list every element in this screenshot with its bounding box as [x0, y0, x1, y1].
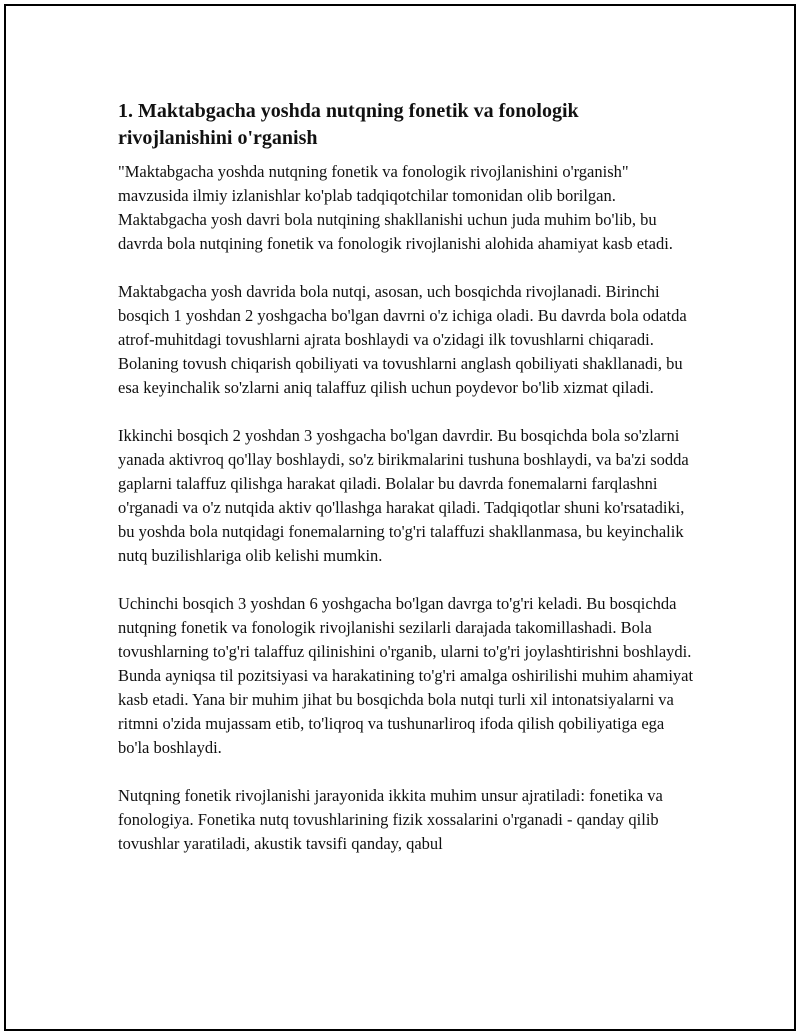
paragraph-intro: "Maktabgacha yoshda nutqning fonetik va fonologik rivojlanishini o'rganish" mavzusida ilmiy izlanishlar ko'plab tadqiqotchilar tomonidan olib borilgan. Maktabgacha yosh davri bola nutqining shakllanishi uchun juda muhim bo'lib, bu davrda bola nutqining fonetik va fonologik rivojlanishi alohida ahamiyat kasb etadi. [118, 162, 673, 253]
paragraph-phonetics-phonology: Nutqning fonetik rivojlanishi jarayonida ikkita muhim unsur ajratiladi: fonetika va fonologiya. Fonetika nutq tovushlarining fizik xossalarini o'rganadi - qanday qilib tovushlar yaratiladi, akustik tavsifi qanday, qabul [118, 786, 663, 853]
paragraph-stage-two: Ikkinchi bosqich 2 yoshdan 3 yoshgacha bo'lgan davrdir. Bu bosqichda bola so'zlarni yanada aktivroq qo'llay boshlaydi, so'z birikmalarini tushuna boshlaydi, va ba'zi sodda gaplarni talaffuz qilishga harakat qiladi. Bolalar bu davrda fonemalarni farqlashni o'rganadi va o'z nutqida aktiv qo'llashga harakat qiladi. Tadqiqotlar shuni ko'rsatadiki, bu yoshda bola nutqidagi fonemalarning to'g'ri talaffuzi shakllanmasa, bu keyinchalik nutq buzilishlariga olib kelishi mumkin. [118, 426, 689, 565]
document-page [4, 4, 796, 1031]
document-body [118, 98, 698, 856]
section-heading: 1. Maktabgacha yoshda nutqning fonetik va fonologik rivojlanishini o'rganish [118, 100, 579, 149]
paragraph-stage-one: Maktabgacha yosh davrida bola nutqi, asosan, uch bosqichda rivojlanadi. Birinchi bosqich 1 yoshdan 2 yoshgacha bo'lgan davrni o'z ichiga oladi. Bu davrda bola odatda atrof-muhitdagi tovushlarni ajrata boshlaydi va o'zidagi ilk tovushlarni chiqaradi. Bolaning tovush chiqarish qobiliyati va tovushlarni anglash qobiliyati shakllanadi, bu esa keyinchalik so'zlarni aniq talaffuz qilish uchun poydevor bo'lib xizmat qiladi. [118, 282, 687, 397]
paragraph-stage-three: Uchinchi bosqich 3 yoshdan 6 yoshgacha bo'lgan davrga to'g'ri keladi. Bu bosqichda nutqning fonetik va fonologik rivojlanishi sezilarli darajada takomillashadi. Bola tovushlarning to'g'ri talaffuz qilinishini o'rganib, ularni to'g'ri joylashtirishni boshlaydi. Bunda ayniqsa til pozitsiyasi va harakatining to'g'ri amalga oshirilishi muhim ahamiyat kasb etadi. Yana bir muhim jihat bu bosqichda bola nutqi turli xil intonatsiyalarni va ritmni o'zida mujassam etib, to'liqroq va tushunarliroq ifoda qilish qobiliyatiga ega bo'la boshlaydi. [118, 594, 694, 757]
